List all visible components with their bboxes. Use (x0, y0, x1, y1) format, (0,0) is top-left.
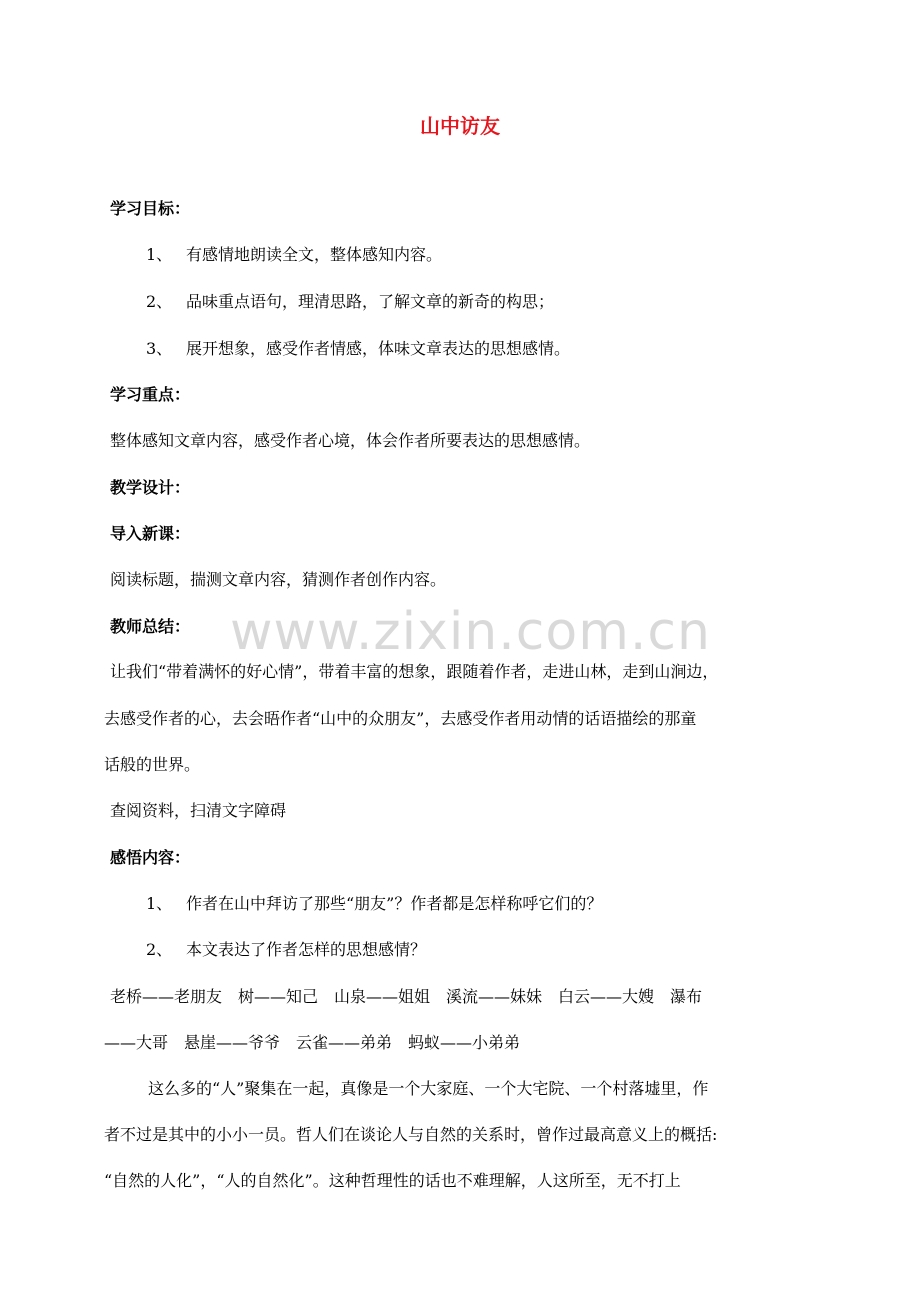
feeling-item-2-text: 本文表达了作者怎样的思想感情？ (186, 940, 427, 959)
feeling-item-2-num: 2、 (146, 940, 173, 959)
body-line-1: 这么多的“人”聚集在一起，真像是一个大家庭、一个大宅院、一个村落墟里，作 (148, 1079, 709, 1098)
focus-text: 整体感知文章内容，感受作者心境，体会作者所要表达的思想感情。 (110, 431, 591, 450)
feeling-item-1-num: 1、 (146, 894, 173, 913)
summary-line-1: 让我们“带着满怀的好心情”，带着丰富的想象，跟随着作者，走进山林，走到山涧边， (110, 662, 719, 681)
pairs-line-2: ——大哥 悬崖——爷爷 云雀——弟弟 蚂蚁——小弟弟 (104, 1033, 521, 1052)
goal-item-2-num: 2、 (146, 292, 173, 311)
page-title: 山中访友 (420, 114, 500, 138)
feeling-item-2 (146, 939, 426, 961)
goal-item-2 (146, 291, 554, 313)
summary-line-3: 话般的世界。 (104, 755, 201, 774)
goal-item-1 (146, 244, 442, 266)
design-heading: 教学设计： (110, 478, 191, 497)
feelings-heading: 感悟内容： (110, 848, 191, 867)
summary-line-2: 去感受作者的心，去会晤作者“山中的众朋友”，去感受作者用动情的话语描绘的那童 (104, 709, 697, 728)
focus-heading: 学习重点： (110, 385, 191, 404)
summary-heading: 教师总结： (110, 617, 191, 636)
goal-item-1-num: 1、 (146, 245, 173, 264)
intro-text: 阅读标题，揣测文章内容，猜测作者创作内容。 (110, 570, 447, 589)
goal-item-2-text: 品味重点语句，理清思路，了解文章的新奇的构思； (186, 292, 555, 311)
intro-heading: 导入新课： (110, 524, 191, 543)
goal-item-3 (146, 338, 570, 360)
goal-item-3-text: 展开想象，感受作者情感，体味文章表达的思想感情。 (186, 339, 571, 358)
goal-item-3-num: 3、 (146, 339, 173, 358)
body-line-3: “自然的人化”，“人的自然化”。这种哲理性的话也不难理解，人这所至，无不打上 (104, 1171, 681, 1190)
watermark: www.zixin.com.cn (230, 602, 711, 662)
goal-item-1-text: 有感情地朗读全文，整体感知内容。 (186, 245, 443, 264)
goals-heading: 学习目标： (110, 199, 191, 218)
pairs-line-1: 老桥——老朋友 树——知己 山泉——姐姐 溪流——妹妹 白云——大嫂 瀑布 (110, 987, 703, 1006)
feeling-item-1 (146, 893, 602, 915)
feeling-item-1-text: 作者在山中拜访了那些“朋友”？作者都是怎样称呼它们的？ (186, 894, 603, 913)
lookup-text: 查阅资料，扫清文字障碍 (110, 801, 287, 820)
body-line-2: 者不过是其中的小小一员。哲人们在谈论人与自然的关系时，曾作过最高意义上的概括: (104, 1125, 718, 1144)
